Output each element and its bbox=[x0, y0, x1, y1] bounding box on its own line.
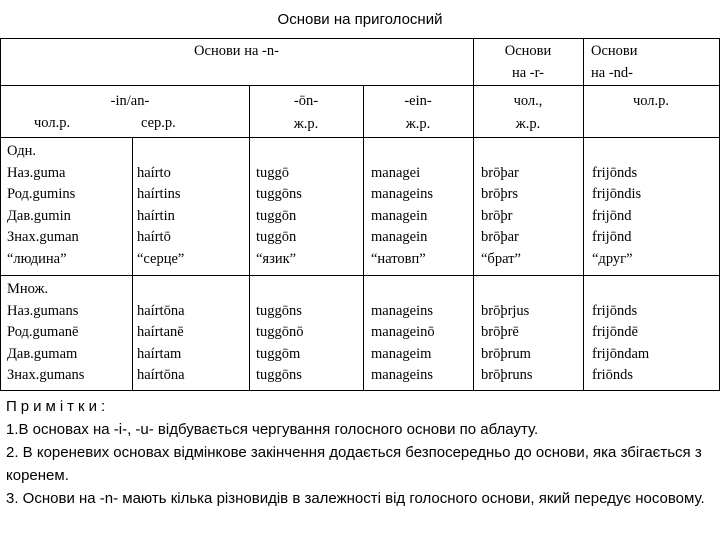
case-label: Одн. bbox=[7, 143, 37, 159]
form: manageim bbox=[371, 345, 432, 362]
form: managein bbox=[371, 207, 428, 224]
group-header-r-line2: на -r- bbox=[511, 64, 545, 81]
form: frijōndis bbox=[592, 186, 642, 202]
plural-neut-column bbox=[137, 301, 185, 387]
subheader-masc: чол.р. bbox=[34, 115, 71, 131]
plural-r-column bbox=[481, 301, 533, 387]
plural-labels bbox=[7, 279, 84, 387]
form: haírtanē bbox=[137, 324, 184, 340]
singular-nd-column bbox=[592, 163, 641, 271]
case-label: Род.gumanē bbox=[7, 324, 79, 340]
subheader-r-gender-1: чол., bbox=[513, 93, 543, 109]
group-header-n: Основи на -n- bbox=[194, 43, 279, 59]
subheader-ein-gender: ж.р. bbox=[405, 115, 431, 132]
subheader-on bbox=[249, 91, 363, 135]
notes-section bbox=[6, 395, 711, 510]
form: manageins bbox=[371, 302, 434, 319]
group-header-nd-line2: на -nd- bbox=[591, 64, 633, 81]
form: tuggōn bbox=[256, 229, 297, 245]
singular-plural-divider bbox=[0, 275, 720, 276]
note-item: 1.В основах на -i-, -u- відбувається чергування голосного основи по аблауту. bbox=[6, 421, 539, 438]
declension-table bbox=[0, 38, 720, 391]
form: tuggō bbox=[256, 164, 290, 181]
subheader-r-gender-2: ж.р. bbox=[515, 115, 541, 132]
note-item: 2. В кореневих основах відмінкове закінчення додається безпосередньо до основи, яка збігається з коренем. bbox=[6, 444, 702, 484]
form: brōþrē bbox=[481, 324, 519, 340]
page-title: Основи на приголосний bbox=[277, 11, 443, 28]
case-label: Множ. bbox=[7, 281, 49, 297]
form: tuggōn bbox=[256, 207, 297, 224]
subheader-on-stem: -ōn- bbox=[293, 93, 319, 109]
note-item: 3. Основи на -n- мають кілька різновидів в залежності від голосного основи, який передує носовому. bbox=[6, 490, 705, 507]
case-label: Дав.gumin bbox=[7, 207, 71, 224]
form: friōnds bbox=[592, 367, 634, 383]
form: haírtins bbox=[137, 186, 181, 202]
form: brōþar bbox=[481, 164, 519, 181]
form: tuggōns bbox=[256, 302, 302, 319]
form: frijōnds bbox=[592, 302, 638, 319]
subheader-nd: чол.р. bbox=[632, 93, 670, 109]
form: tuggōm bbox=[256, 345, 301, 362]
form: tuggōns bbox=[256, 367, 302, 383]
subheader-neut: сер.р. bbox=[141, 115, 176, 131]
form: brōþruns bbox=[481, 367, 533, 383]
form: haírtōna bbox=[137, 367, 185, 383]
header-divider bbox=[0, 85, 720, 86]
form: managein bbox=[371, 229, 428, 245]
subheader-r bbox=[473, 91, 583, 135]
form: brōþar bbox=[481, 229, 519, 245]
group-header-nd-line1: Основи bbox=[591, 43, 638, 59]
plural-ein-column bbox=[371, 301, 435, 387]
form: frijōndē bbox=[592, 324, 638, 340]
notes-heading: Примітки: bbox=[6, 398, 110, 415]
form: brōþrum bbox=[481, 345, 531, 362]
gloss: “язик” bbox=[256, 250, 297, 267]
case-label: Род.gumins bbox=[7, 186, 76, 202]
form: haírto bbox=[137, 164, 171, 181]
form: frijōnds bbox=[592, 164, 638, 181]
singular-labels bbox=[7, 141, 79, 270]
subheader-ein-stem: -ein- bbox=[404, 93, 432, 109]
case-label: Наз.gumans bbox=[7, 302, 79, 319]
table-border-top bbox=[0, 38, 720, 39]
subheader-on-gender: ж.р. bbox=[293, 115, 319, 132]
plural-on-column bbox=[256, 301, 304, 387]
form: manageinō bbox=[371, 324, 435, 340]
singular-on-column bbox=[256, 163, 302, 271]
group-header-r bbox=[473, 41, 583, 84]
form: managei bbox=[371, 164, 421, 181]
case-label: Дав.gumam bbox=[7, 345, 78, 362]
singular-ein-column bbox=[371, 163, 433, 271]
plural-nd-column bbox=[592, 301, 649, 387]
form: haírtō bbox=[137, 229, 171, 245]
group-header-nd bbox=[591, 41, 719, 84]
form: haírtin bbox=[137, 207, 175, 224]
case-label: Знах.gumans bbox=[7, 367, 85, 383]
form: frijōnd bbox=[592, 229, 632, 245]
form: haírtam bbox=[137, 345, 182, 362]
column-divider-neut bbox=[132, 137, 133, 391]
subheader-in-an: -in/an- bbox=[110, 93, 150, 109]
gloss: “брат” bbox=[481, 250, 521, 267]
singular-r-column bbox=[481, 163, 521, 271]
table-border-left bbox=[0, 38, 1, 391]
gloss: “натовп” bbox=[371, 250, 426, 267]
case-label: Наз.guma bbox=[7, 164, 66, 181]
singular-neut-column bbox=[137, 163, 184, 271]
form: brōþrjus bbox=[481, 302, 530, 319]
form: brōþr bbox=[481, 207, 513, 224]
gloss: “друг” bbox=[592, 250, 633, 267]
form: tuggōns bbox=[256, 186, 302, 202]
form: manageins bbox=[371, 186, 434, 202]
table-border-bottom bbox=[0, 390, 720, 391]
form: frijōndam bbox=[592, 345, 650, 362]
form: frijōnd bbox=[592, 207, 632, 224]
form: tuggōnō bbox=[256, 324, 304, 340]
group-header-r-line1: Основи bbox=[504, 43, 552, 59]
gloss: “серце” bbox=[137, 250, 185, 267]
gloss: “людина” bbox=[7, 250, 67, 267]
form: haírtōna bbox=[137, 302, 185, 319]
subheader-ein bbox=[363, 91, 473, 135]
form: manageins bbox=[371, 367, 434, 383]
form: brōþrs bbox=[481, 186, 519, 202]
case-label: Знах.guman bbox=[7, 229, 79, 245]
subheader-divider bbox=[0, 137, 720, 138]
